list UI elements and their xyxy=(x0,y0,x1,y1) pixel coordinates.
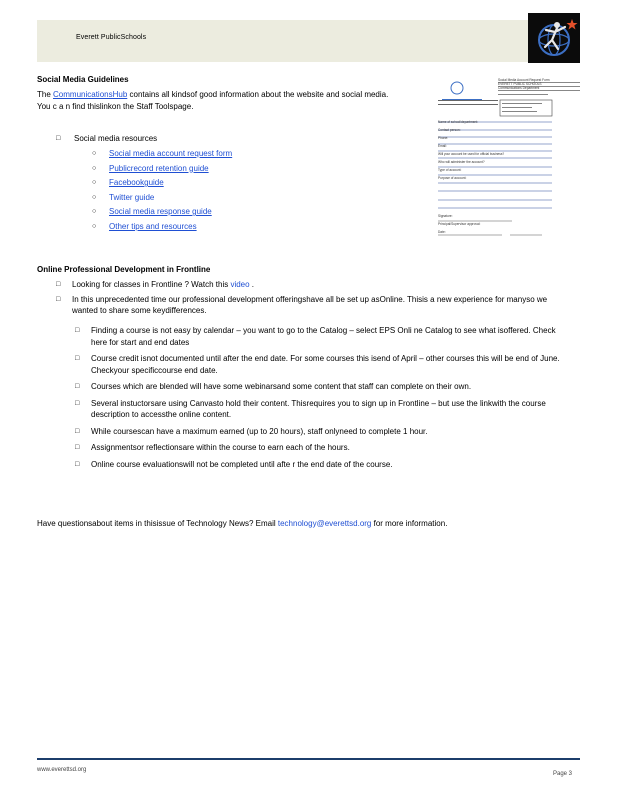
form-field-label: Phone: xyxy=(438,136,449,140)
everett-schools-logo-icon xyxy=(528,13,580,63)
form-thumbnail-image xyxy=(432,78,582,248)
list-item xyxy=(92,162,232,177)
online-pd-list xyxy=(56,279,572,322)
sub-item-text: Online course evaluationswill not be completed until afte r the end date of the course. xyxy=(91,459,393,469)
circle-bullet-icon: ○ xyxy=(92,164,97,172)
list-item xyxy=(92,220,232,235)
bullet-box-icon: □ xyxy=(75,444,80,451)
form-field-label: Who will administer the account? xyxy=(438,160,485,164)
footer-divider xyxy=(37,758,580,760)
circle-bullet-icon: ○ xyxy=(92,222,97,230)
social-media-intro xyxy=(37,89,397,113)
list-item xyxy=(75,442,571,454)
item1-suffix: . xyxy=(249,280,255,289)
form-field-label: Type of account: xyxy=(438,168,462,172)
form-field-label: Contact person: xyxy=(438,128,461,132)
list-item xyxy=(75,381,571,393)
sub-item-text: Courses which are blended will have some webinarsand some content that staff can complete on their own. xyxy=(91,382,472,391)
form-field-label: Email: xyxy=(438,144,447,148)
sub-item-text: Finding a course is not easy by calendar – you want to go to the Catalog – select EPS Onli ne Catalog to see what isoffered. Check here for start and end dates xyxy=(91,326,556,347)
form-field-label: Date: xyxy=(438,230,446,234)
list-item xyxy=(56,279,572,291)
resource-link-response-guide[interactable]: Social media response guide xyxy=(109,207,212,216)
resource-link-twitter[interactable]: Twitter guide xyxy=(109,192,155,202)
circle-bullet-icon: ○ xyxy=(92,208,97,215)
list-item xyxy=(92,205,232,220)
form-header-line: Communications Department xyxy=(498,86,540,90)
list-item xyxy=(75,353,571,376)
footer-website: www.everettsd.org xyxy=(37,767,87,773)
bullet-box-icon: □ xyxy=(56,135,61,142)
sub-item-text: Several instuctorsare using Canvasto hold their content. Thisrequires you to sign up in Frontline – but use the linkwith the course description to accessthe online content. xyxy=(91,398,546,419)
circle-bullet-icon: ○ xyxy=(92,150,97,157)
bullet-box-icon: □ xyxy=(75,355,80,362)
form-header-line: Social Media Account Request Form xyxy=(498,78,550,82)
resource-link-facebook[interactable]: Facebookguide xyxy=(109,178,164,187)
closing-prefix: Have questionsabout items in thisissue of Technology News? Email xyxy=(37,519,278,528)
bullet-box-icon: □ xyxy=(56,295,61,303)
sub-item-text: While coursescan have a maximum earned (up to 20 hours), staff onlyneed to complete 1 hour. xyxy=(91,426,428,436)
resource-link-record-retention[interactable]: Publicrecord retention guide xyxy=(109,163,209,173)
bullet-box-icon: □ xyxy=(75,427,80,435)
bullet-box-icon: □ xyxy=(56,281,61,288)
list-item xyxy=(56,132,158,147)
form-field-label: Purpose of account: xyxy=(438,176,467,180)
bullet-box-icon: □ xyxy=(75,383,80,390)
social-media-title: Social Media Guidelines xyxy=(37,75,129,84)
circle-bullet-icon: ○ xyxy=(92,179,97,186)
item2-text: In this unprecedented time our professional development offeringshave all be set up asOnline. Thisis a new experience for manyso we wanted to share some keydifferences. xyxy=(72,294,548,315)
communications-hub-link[interactable]: CommunicationsHub xyxy=(53,90,128,99)
bullet-box-icon: □ xyxy=(75,399,80,407)
sub-item-text: Assignmentsor reflectionsare within the course to earn each of the hours. xyxy=(91,443,350,452)
list-item xyxy=(92,147,233,162)
online-pd-sublist xyxy=(75,325,571,475)
list-item xyxy=(92,176,232,191)
header-title: Everett PublicSchools xyxy=(76,34,147,41)
circle-bullet-icon: ○ xyxy=(92,193,97,201)
closing-paragraph xyxy=(37,518,557,530)
resources-label: Social media resources xyxy=(74,134,158,143)
page-number: Page 3 xyxy=(553,771,573,777)
form-field-label: Will your account be used for official business? xyxy=(438,152,505,156)
header-bar xyxy=(37,20,580,62)
bullet-box-icon: □ xyxy=(75,460,80,468)
form-field-label: Name of school/department: xyxy=(438,120,479,124)
resource-link-other-tips[interactable]: Other tips and resources xyxy=(109,221,197,231)
sub-item-text: Course credit isnot documented until after the end date. For some courses this isend of April – other courses this will be end of June. Checkyour specificcourse end date. xyxy=(91,354,560,375)
closing-suffix: for more information. xyxy=(371,519,448,528)
intro-prefix: The xyxy=(37,90,54,99)
list-item xyxy=(75,459,571,471)
list-item xyxy=(92,191,232,206)
intro-suffix: contains all kindsof good information about the website and social media. You c a n find thislinkon the Staff Toolspage. xyxy=(37,90,389,111)
form-field-label: Principal/Supervisor approval: xyxy=(438,222,481,226)
video-link[interactable]: video xyxy=(230,280,250,289)
technology-email-link[interactable]: technology@everettsd.org xyxy=(277,519,372,528)
form-header-line: EVERETT PUBLIC SCHOOLS xyxy=(498,82,542,86)
resource-link-account-request[interactable]: Social media account request form xyxy=(109,149,233,158)
resources-list xyxy=(92,147,233,234)
list-item xyxy=(56,294,562,317)
list-item xyxy=(75,398,571,421)
list-item xyxy=(75,325,571,348)
list-item xyxy=(75,426,571,438)
social-media-list xyxy=(56,132,158,147)
form-field-label: Signature: xyxy=(438,214,453,218)
online-pd-title: Online Professional Development in Frontline xyxy=(37,265,211,274)
item1-text: Looking for classes in Frontline ? Watch this xyxy=(72,280,231,289)
bullet-box-icon: □ xyxy=(75,327,80,334)
